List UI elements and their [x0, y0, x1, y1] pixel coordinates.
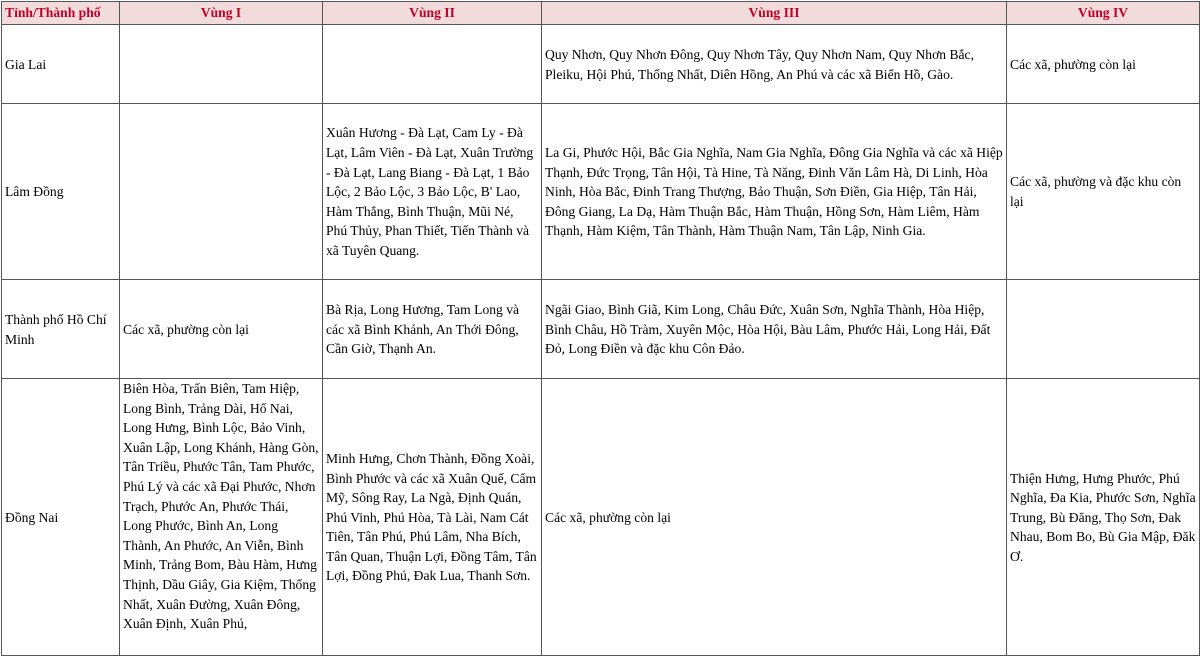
- vung-2-cell: [323, 25, 542, 104]
- vung-3-cell: Quy Nhơn, Quy Nhơn Đông, Quy Nhơn Tây, Quy Nhơn Nam, Quy Nhơn Bắc, Pleiku, Hội Phú, Thống Nhất, Diên Hồng, An Phú và các xã Biển Hồ, Gào.: [542, 25, 1007, 104]
- vung-1-cell: [120, 25, 323, 104]
- vung-2-cell: Minh Hưng, Chơn Thành, Đồng Xoài, Bình Phước và các xã Xuân Quế, Cẩm Mỹ, Sông Ray, La Ngà, Định Quán, Phú Vinh, Phú Hòa, Tà Lài, Nam Cát Tiên, Tân Phú, Phú Lâm, Nha Bích, Tân Quan, Thuận Lợi, Đồng Tâm, Tân Lợi, Đồng Phú, Đak Lua, Thanh Sơn.: [323, 379, 542, 656]
- province-cell: Gia Lai: [2, 25, 120, 104]
- vung-3-cell: La Gi, Phước Hội, Bắc Gia Nghĩa, Nam Gia Nghĩa, Đông Gia Nghĩa và các xã Hiệp Thạnh, Đức Trọng, Tân Hội, Tà Hine, Tà Năng, Đinh Văn Lâm Hà, Di Linh, Hòa Ninh, Hòa Bắc, Đinh Trang Thượng, Bảo Thuận, Sơn Điền, Gia Hiệp, Tân Hải, Đông Giang, La Dạ, Hàm Thuận Bắc, Hàm Thuận, Hồng Sơn, Hàm Liêm, Hàm Thạnh, Hàm Kiệm, Tân Thành, Hàm Thuận Nam, Tân Lập, Ninh Gia.: [542, 104, 1007, 280]
- table-row: [2, 104, 1200, 280]
- vung-3-cell: Các xã, phường còn lại: [542, 379, 1007, 656]
- vung-4-cell: [1007, 280, 1200, 379]
- table-row: [2, 25, 1200, 104]
- vung-1-cell: [120, 104, 323, 280]
- vung-4-cell: Các xã, phường còn lại: [1007, 25, 1200, 104]
- header-vung-3: Vùng III: [542, 2, 1007, 25]
- province-cell: Thành phố Hồ Chí Minh: [2, 280, 120, 379]
- vung-1-cell: Biên Hòa, Trấn Biên, Tam Hiệp, Long Bình, Trảng Dài, Hố Nai, Long Hưng, Bình Lộc, Bảo Vinh, Xuân Lập, Long Khánh, Hàng Gòn, Tân Triều, Phước Tân, Tam Phước, Phú Lý và các xã Đại Phước, Nhơn Trạch, Phước An, Phước Thái, Long Phước, Bình An, Long Thành, An Phước, An Viễn, Bình Minh, Trảng Bom, Bàu Hàm, Hưng Thịnh, Dầu Giây, Gia Kiệm, Thống Nhất, Xuân Đường, Xuân Đông, Xuân Định, Xuân Phú,: [120, 379, 323, 656]
- vung-4-cell: Thiện Hưng, Hưng Phước, Phú Nghĩa, Đa Kia, Phước Sơn, Nghĩa Trung, Bù Đăng, Thọ Sơn, Đak Nhau, Bom Bo, Bù Gia Mập, Đăk Ơ.: [1007, 379, 1200, 656]
- table-body: [2, 25, 1200, 656]
- table-row: [2, 280, 1200, 379]
- province-cell: Lâm Đồng: [2, 104, 120, 280]
- province-cell: Đồng Nai: [2, 379, 120, 656]
- header-vung-2: Vùng II: [323, 2, 542, 25]
- vung-2-cell: Bà Rịa, Long Hương, Tam Long và các xã Bình Khánh, An Thới Đông, Cần Giờ, Thạnh An.: [323, 280, 542, 379]
- vung-4-cell: Các xã, phường và đặc khu còn lại: [1007, 104, 1200, 280]
- header-row: [2, 2, 1200, 25]
- table-row: [2, 379, 1200, 656]
- header-vung-1: Vùng I: [120, 2, 323, 25]
- header-province: Tỉnh/Thành phố: [2, 2, 120, 25]
- vung-1-cell: Các xã, phường còn lại: [120, 280, 323, 379]
- table-header: [2, 2, 1200, 25]
- header-vung-4: Vùng IV: [1007, 2, 1200, 25]
- region-table: [1, 1, 1200, 656]
- vung-2-cell: Xuân Hương - Đà Lạt, Cam Ly - Đà Lạt, Lâm Viên - Đà Lạt, Xuân Trường - Đà Lạt, Lang Biang - Đà Lạt, 1 Bảo Lộc, 2 Bảo Lộc, 3 Bảo Lộc, B' Lao, Hàm Thắng, Bình Thuận, Mũi Né, Phú Thủy, Phan Thiết, Tiến Thành và xã Tuyên Quang.: [323, 104, 542, 280]
- vung-3-cell: Ngãi Giao, Bình Giã, Kim Long, Châu Đức, Xuân Sơn, Nghĩa Thành, Hòa Hiệp, Bình Châu, Hồ Tràm, Xuyên Mộc, Hòa Hội, Bàu Lâm, Phước Hải, Long Hải, Đất Đỏ, Long Điền và đặc khu Côn Đảo.: [542, 280, 1007, 379]
